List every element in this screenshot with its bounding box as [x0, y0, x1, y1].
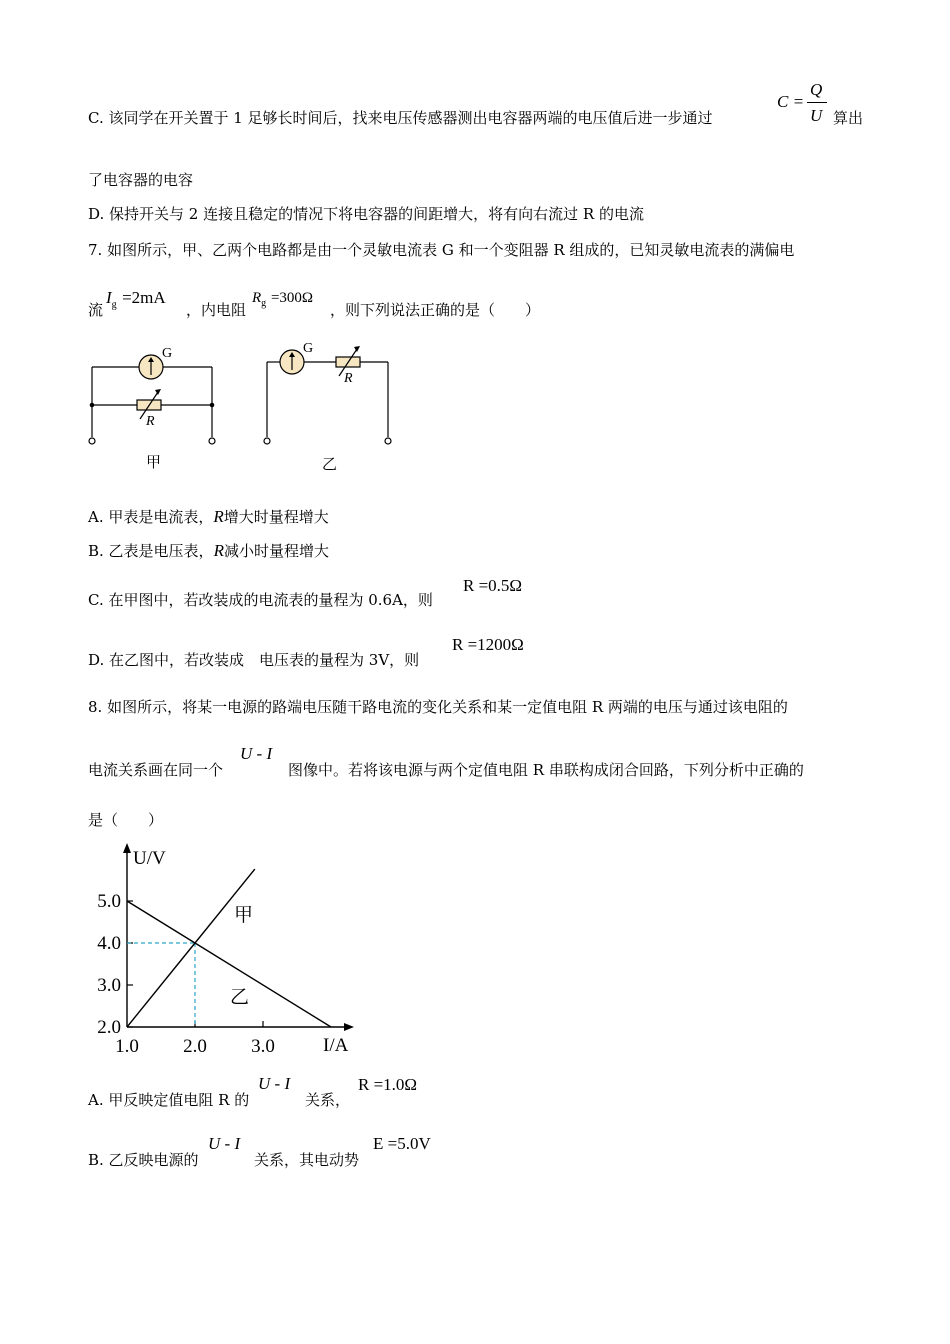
q6-option-c-cont: 了电容器的电容	[88, 171, 194, 189]
x-axis-arrow	[344, 1023, 354, 1031]
q6-fraction-bar	[807, 102, 827, 103]
q7-stem-line2	[88, 300, 103, 320]
y-axis-label: U/V	[133, 848, 166, 869]
q8-ui-chart	[82, 838, 382, 1063]
q7-ig-value: =2mA	[122, 288, 166, 307]
q6-option-d: D. 保持开关与 2 连接且稳定的情况下将电容器的间距增大，将有向右流过 R 的电流	[88, 205, 644, 223]
q8-stem-line1: 8. 如图所示，将某一电源的路端电压随干路电流的变化关系和某一定值电阻 R 两端的电压与通过该电阻的	[88, 698, 788, 716]
q7-circuit-figure	[82, 335, 402, 475]
q7-ig-symbol: I	[106, 288, 112, 307]
q7-option-a	[88, 507, 329, 527]
q7-option-b	[88, 541, 329, 561]
fig-label-g2: G	[303, 341, 314, 356]
q6-option-c-text: C. 该同学在开关置于 1 足够长时间后，找来电压传感器测出电容器两端的电压值后进一步通过	[88, 109, 713, 127]
q7-ig-expr	[106, 288, 166, 310]
q7-option-a-pre: A. 甲表是电流表，	[88, 508, 214, 526]
q7-option-d: D. 在乙图中，若改装成 电压表的量程为 3V，则	[88, 651, 420, 669]
y-axis-arrow	[123, 843, 131, 853]
terminal-icon	[385, 438, 391, 444]
q8-option-b-ui: U - I	[208, 1134, 241, 1153]
q8-option-a-ui: U - I	[258, 1074, 291, 1093]
x-tick-label: 1.0	[115, 1036, 139, 1057]
fig-label-r2: R	[344, 371, 353, 386]
q6-option-c	[88, 108, 713, 128]
q7-rg-sub: g	[261, 298, 267, 309]
series-label-jia: 甲	[234, 905, 254, 926]
q8-option-a-eq: R =1.0Ω	[358, 1075, 418, 1094]
q6-formula-num: Q	[810, 80, 823, 99]
q7-option-a-r: R	[213, 507, 224, 526]
q7-stem-line2-c: ，则下列说法正确的是（ ）	[330, 301, 541, 319]
x-tick-label: 2.0	[183, 1036, 207, 1057]
q7-stem-line1: 7. 如图所示，甲、乙两个电路都是由一个灵敏电流表 G 和一个变阻器 R 组成的，已知灵敏电流表的满偏电	[88, 241, 795, 259]
q7-rg-expr	[252, 288, 313, 309]
q8-option-a-pre: A. 甲反映定值电阻 R 的	[88, 1091, 250, 1109]
q8-option-b-mid: 关系，其电动势	[254, 1151, 360, 1169]
q6-formula-den: U	[810, 106, 823, 125]
fig-label-r1: R	[146, 414, 155, 429]
y-tick-label: 4.0	[97, 933, 121, 954]
q8-ui-symbol: U - I	[240, 744, 273, 763]
series-line-1	[127, 901, 331, 1027]
fig-caption-jia: 甲	[146, 455, 162, 471]
q7-option-a-post: 增大时量程增大	[223, 508, 329, 526]
x-axis-label: I/A	[323, 1035, 349, 1056]
terminal-icon	[264, 438, 270, 444]
q8-stem-line2-post: 图像中。若将该电源与两个定值电阻 R 串联构成闭合回路，下列分析中正确的	[288, 761, 804, 779]
q7-ig-sub: g	[111, 299, 117, 311]
q7-option-b-post: 减小时量程增大	[223, 542, 329, 560]
q8-option-a-mid: 关系，	[305, 1091, 351, 1109]
fig-caption-yi: 乙	[322, 457, 338, 473]
y-tick-label: 5.0	[97, 891, 121, 912]
q8-stem-line3: 是（ ）	[88, 811, 164, 829]
q7-stem-line2-a: 流	[88, 301, 104, 319]
q7-option-b-pre: B. 乙表是电压表，	[88, 542, 214, 560]
q7-option-d-eq: R =1200Ω	[452, 635, 524, 654]
terminal-icon	[209, 438, 215, 444]
fig-label-g1: G	[162, 346, 173, 361]
y-tick-label: 2.0	[97, 1017, 121, 1038]
series-label-yi: 乙	[230, 987, 250, 1008]
q8-option-b-pre: B. 乙反映电源的	[88, 1151, 199, 1169]
y-tick-label: 3.0	[97, 975, 121, 996]
x-tick-label: 3.0	[251, 1036, 275, 1057]
terminal-icon	[89, 438, 95, 444]
q6-formula-lhs: C =	[777, 92, 805, 111]
q8-stem-line2-pre: 电流关系画在同一个	[88, 761, 224, 779]
q7-option-c: C. 在甲图中，若改装成的电流表的量程为 0.6A，则	[88, 591, 433, 609]
q7-rg-value: =300Ω	[270, 290, 314, 306]
galvanometer-icon	[280, 350, 304, 374]
q7-option-b-r: R	[213, 541, 224, 560]
q7-option-c-eq: R =0.5Ω	[463, 576, 523, 595]
q6-option-c-post: 算出	[833, 109, 864, 127]
q8-option-b-eq: E =5.0V	[373, 1134, 431, 1153]
galvanometer-icon	[139, 355, 163, 379]
q7-stem-line2-b: ，内电阻	[186, 301, 247, 319]
q7-rg-symbol: R	[252, 290, 262, 306]
